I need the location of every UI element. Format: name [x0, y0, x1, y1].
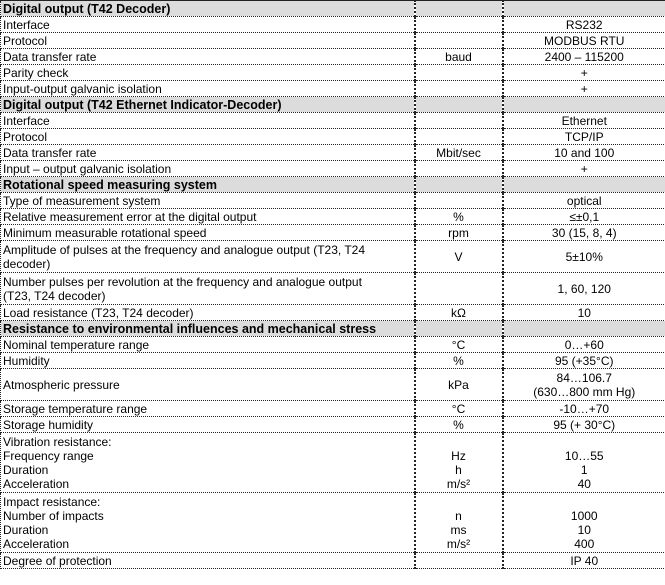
value-cell: 1, 60, 120 — [503, 273, 665, 305]
parameter-cell: Protocol — [1, 129, 415, 145]
section-header-row — [1, 97, 665, 113]
parameter-cell: Impact resistance: Number of impacts Duration Acceleration — [1, 493, 415, 553]
spec-row — [1, 33, 665, 49]
value-cell: -10…+70 — [503, 401, 665, 417]
parameter-cell: Protocol — [1, 33, 415, 49]
spec-row — [1, 417, 665, 433]
parameter-cell: Input – output galvanic isolation — [1, 161, 415, 177]
section-title: Rotational speed measuring system — [1, 177, 415, 193]
unit-cell — [415, 113, 503, 129]
unit-cell — [415, 273, 503, 305]
value-cell: 5±10% — [503, 241, 665, 273]
parameter-cell: Interface — [1, 113, 415, 129]
value-cell: 30 (15, 8, 4) — [503, 225, 665, 241]
parameter-cell: Input-output galvanic isolation — [1, 81, 415, 97]
value-cell: Ethernet — [503, 113, 665, 129]
unit-cell: baud — [415, 49, 503, 65]
unit-cell — [415, 553, 503, 569]
section-unit-cell — [415, 177, 503, 193]
parameter-cell: Interface — [1, 17, 415, 33]
unit-cell: °C — [415, 337, 503, 353]
spec-row — [1, 305, 665, 321]
value-cell: RS232 — [503, 17, 665, 33]
spec-row — [1, 113, 665, 129]
section-title: Digital output (T42 Decoder) — [1, 1, 415, 17]
spec-row — [1, 145, 665, 161]
section-header-row — [1, 1, 665, 17]
value-cell: TCP/IP — [503, 129, 665, 145]
value-cell: 2400 – 115200 — [503, 49, 665, 65]
unit-cell: % — [415, 209, 503, 225]
spec-row — [1, 193, 665, 209]
value-cell: 1000 10 400 — [503, 493, 665, 553]
value-cell: 95 (+35°C) — [503, 353, 665, 369]
parameter-cell: Data transfer rate — [1, 49, 415, 65]
spec-row — [1, 49, 665, 65]
unit-cell: V — [415, 241, 503, 273]
value-cell: optical — [503, 193, 665, 209]
unit-cell — [415, 33, 503, 49]
parameter-cell: Parity check — [1, 65, 415, 81]
value-cell: + — [503, 65, 665, 81]
unit-cell: Mbit/sec — [415, 145, 503, 161]
unit-cell: % — [415, 417, 503, 433]
spec-row — [1, 337, 665, 353]
unit-cell: n ms m/s² — [415, 493, 503, 553]
parameter-cell: Amplitude of pulses at the frequency and analogue output (T23, T24 decoder) — [1, 241, 415, 273]
section-unit-cell — [415, 97, 503, 113]
spec-row — [1, 129, 665, 145]
parameter-cell: Humidity — [1, 353, 415, 369]
spec-row — [1, 161, 665, 177]
unit-cell: kPa — [415, 369, 503, 401]
spec-row — [1, 493, 665, 553]
spec-row — [1, 401, 665, 417]
section-value-cell — [503, 1, 665, 17]
unit-cell: rpm — [415, 225, 503, 241]
section-title: Digital output (T42 Ethernet Indicator-Decoder) — [1, 97, 415, 113]
specifications-table-body — [1, 1, 665, 569]
parameter-cell: Relative measurement error at the digital output — [1, 209, 415, 225]
parameter-cell: Vibration resistance: Frequency range Duration Acceleration — [1, 433, 415, 493]
unit-cell — [415, 129, 503, 145]
parameter-cell: Number pulses per revolution at the frequency and analogue output (T23, T24 decoder) — [1, 273, 415, 305]
spec-row — [1, 17, 665, 33]
unit-cell — [415, 161, 503, 177]
section-value-cell — [503, 97, 665, 113]
spec-row — [1, 241, 665, 273]
parameter-cell: Storage humidity — [1, 417, 415, 433]
spec-row — [1, 553, 665, 569]
spec-row — [1, 273, 665, 305]
section-value-cell — [503, 177, 665, 193]
spec-row — [1, 225, 665, 241]
value-cell: 10 and 100 — [503, 145, 665, 161]
parameter-cell: Degree of protection — [1, 553, 415, 569]
section-header-row — [1, 321, 665, 337]
spec-row — [1, 433, 665, 493]
parameter-cell: Storage temperature range — [1, 401, 415, 417]
spec-row — [1, 353, 665, 369]
value-cell: ≤±0,1 — [503, 209, 665, 225]
spec-row — [1, 65, 665, 81]
parameter-cell: Type of measurement system — [1, 193, 415, 209]
unit-cell: °C — [415, 401, 503, 417]
parameter-cell: Load resistance (T23, T24 decoder) — [1, 305, 415, 321]
unit-cell: Hz h m/s² — [415, 433, 503, 493]
value-cell: IP 40 — [503, 553, 665, 569]
section-title: Resistance to environmental influences and mechanical stress — [1, 321, 415, 337]
parameter-cell: Nominal temperature range — [1, 337, 415, 353]
unit-cell — [415, 17, 503, 33]
section-unit-cell — [415, 321, 503, 337]
parameter-cell: Minimum measurable rotational speed — [1, 225, 415, 241]
value-cell: + — [503, 161, 665, 177]
value-cell: + — [503, 81, 665, 97]
value-cell: 0…+60 — [503, 337, 665, 353]
unit-cell — [415, 81, 503, 97]
unit-cell: % — [415, 353, 503, 369]
unit-cell: kΩ — [415, 305, 503, 321]
section-header-row — [1, 177, 665, 193]
value-cell: 10 — [503, 305, 665, 321]
section-unit-cell — [415, 1, 503, 17]
unit-cell — [415, 193, 503, 209]
value-cell: 10…55 1 40 — [503, 433, 665, 493]
spec-row — [1, 209, 665, 225]
spec-row — [1, 81, 665, 97]
value-cell: 95 (+ 30°C) — [503, 417, 665, 433]
section-value-cell — [503, 321, 665, 337]
value-cell: 84…106.7 (630…800 mm Hg) — [503, 369, 665, 401]
unit-cell — [415, 65, 503, 81]
spec-row — [1, 369, 665, 401]
parameter-cell: Atmospheric pressure — [1, 369, 415, 401]
value-cell: MODBUS RTU — [503, 33, 665, 49]
parameter-cell: Data transfer rate — [1, 145, 415, 161]
